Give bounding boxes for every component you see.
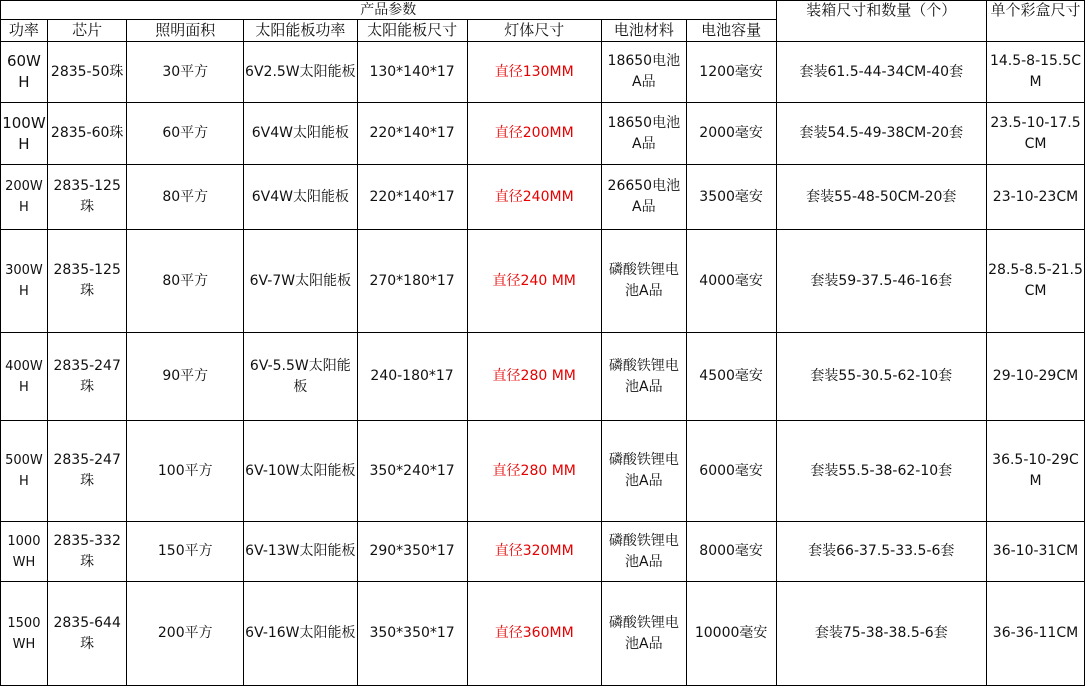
cell-chip: 2835-247珠: [47, 421, 127, 522]
cell-carton: 套装66-37.5-33.5-6套: [776, 522, 987, 582]
cell-battery-material: 26650电池A品: [601, 165, 686, 230]
cell-power: 400WH: [1, 333, 48, 421]
cell-battery-capacity: 2000毫安: [686, 103, 776, 165]
cell-power: 1000WH: [1, 522, 48, 582]
cell-panel-size: 350*350*17: [357, 582, 467, 686]
cell-carton: 套装75-38-38.5-6套: [776, 582, 987, 686]
cell-lamp-size: 直径200MM: [467, 103, 601, 165]
header-carton: 装箱尺寸和数量（个）: [776, 1, 987, 42]
cell-panel-power: 6V-10W太阳能板: [244, 421, 358, 522]
cell-color-box: 23-10-23CM: [987, 165, 1085, 230]
cell-area: 80平方: [127, 165, 244, 230]
table-row: [1, 165, 1085, 230]
cell-chip: 2835-50珠: [47, 42, 127, 103]
cell-panel-power: 6V-7W太阳能板: [244, 230, 358, 333]
cell-panel-size: 220*140*17: [357, 103, 467, 165]
cell-carton: 套装54.5-49-38CM-20套: [776, 103, 987, 165]
cell-battery-capacity: 6000毫安: [686, 421, 776, 522]
cell-power: 100WH: [1, 103, 48, 165]
cell-area: 60平方: [127, 103, 244, 165]
cell-battery-capacity: 1200毫安: [686, 42, 776, 103]
cell-battery-capacity: 8000毫安: [686, 522, 776, 582]
cell-lamp-size: 直径130MM: [467, 42, 601, 103]
table-row: [1, 42, 1085, 103]
cell-lamp-size: 直径360MM: [467, 582, 601, 686]
header-battery-capacity: 电池容量: [686, 20, 776, 42]
cell-carton: 套装55-30.5-62-10套: [776, 333, 987, 421]
cell-color-box: 36.5-10-29CM: [987, 421, 1085, 522]
cell-area: 200平方: [127, 582, 244, 686]
cell-battery-material: 18650电池A品: [601, 42, 686, 103]
cell-carton: 套装59-37.5-46-16套: [776, 230, 987, 333]
cell-carton: 套装55.5-38-62-10套: [776, 421, 987, 522]
cell-battery-material: 磷酸铁锂电池A品: [601, 421, 686, 522]
cell-color-box: 36-10-31CM: [987, 522, 1085, 582]
cell-battery-capacity: 10000毫安: [686, 582, 776, 686]
cell-color-box: 28.5-8.5-21.5CM: [987, 230, 1085, 333]
cell-panel-size: 350*240*17: [357, 421, 467, 522]
cell-chip: 2835-125珠: [47, 165, 127, 230]
table-row: [1, 522, 1085, 582]
cell-lamp-size: 直径240 MM: [467, 230, 601, 333]
cell-battery-material: 磷酸铁锂电池A品: [601, 582, 686, 686]
header-area: 照明面积: [127, 20, 244, 42]
cell-color-box: 29-10-29CM: [987, 333, 1085, 421]
cell-chip: 2835-644珠: [47, 582, 127, 686]
table-row: [1, 421, 1085, 522]
cell-lamp-size: 直径240MM: [467, 165, 601, 230]
cell-battery-material: 磷酸铁锂电池A品: [601, 522, 686, 582]
cell-panel-power: 6V-5.5W太阳能板: [244, 333, 358, 421]
header-chip: 芯片: [47, 20, 127, 42]
cell-power: 300WH: [1, 230, 48, 333]
cell-battery-material: 磷酸铁锂电池A品: [601, 230, 686, 333]
table-row: [1, 333, 1085, 421]
cell-panel-size: 130*140*17: [357, 42, 467, 103]
cell-lamp-size: 直径280 MM: [467, 333, 601, 421]
cell-chip: 2835-247珠: [47, 333, 127, 421]
cell-panel-size: 220*140*17: [357, 165, 467, 230]
cell-color-box: 36-36-11CM: [987, 582, 1085, 686]
table-row: [1, 103, 1085, 165]
cell-power: 500WH: [1, 421, 48, 522]
spec-rows: [1, 42, 1085, 686]
cell-panel-power: 6V-16W太阳能板: [244, 582, 358, 686]
cell-power: 60WH: [1, 42, 48, 103]
cell-lamp-size: 直径320MM: [467, 522, 601, 582]
cell-battery-capacity: 4500毫安: [686, 333, 776, 421]
cell-carton: 套装61.5-44-34CM-40套: [776, 42, 987, 103]
group-title: 产品参数: [1, 1, 777, 20]
cell-panel-power: 6V4W太阳能板: [244, 103, 358, 165]
cell-lamp-size: 直径280 MM: [467, 421, 601, 522]
cell-power: 1500WH: [1, 582, 48, 686]
cell-chip: 2835-125珠: [47, 230, 127, 333]
cell-panel-power: 6V4W太阳能板: [244, 165, 358, 230]
cell-panel-power: 6V2.5W太阳能板: [244, 42, 358, 103]
cell-area: 150平方: [127, 522, 244, 582]
cell-color-box: 23.5-10-17.5CM: [987, 103, 1085, 165]
header-power: 功率: [1, 20, 48, 42]
header-panel-power: 太阳能板功率: [244, 20, 358, 42]
cell-area: 80平方: [127, 230, 244, 333]
cell-panel-size: 240-180*17: [357, 333, 467, 421]
cell-chip: 2835-60珠: [47, 103, 127, 165]
header-lamp-size: 灯体尺寸: [467, 20, 601, 42]
table-row: [1, 230, 1085, 333]
header-battery-material: 电池材料: [601, 20, 686, 42]
cell-battery-material: 18650电池A品: [601, 103, 686, 165]
cell-color-box: 14.5-8-15.5CM: [987, 42, 1085, 103]
cell-area: 30平方: [127, 42, 244, 103]
cell-carton: 套装55-48-50CM-20套: [776, 165, 987, 230]
cell-chip: 2835-332珠: [47, 522, 127, 582]
header-color-box: 单个彩盒尺寸: [987, 1, 1085, 42]
table-row: [1, 582, 1085, 686]
cell-panel-size: 290*350*17: [357, 522, 467, 582]
cell-area: 90平方: [127, 333, 244, 421]
cell-panel-power: 6V-13W太阳能板: [244, 522, 358, 582]
cell-battery-material: 磷酸铁锂电池A品: [601, 333, 686, 421]
cell-area: 100平方: [127, 421, 244, 522]
cell-power: 200WH: [1, 165, 48, 230]
cell-battery-capacity: 3500毫安: [686, 165, 776, 230]
header-panel-size: 太阳能板尺寸: [357, 20, 467, 42]
cell-battery-capacity: 4000毫安: [686, 230, 776, 333]
cell-panel-size: 270*180*17: [357, 230, 467, 333]
